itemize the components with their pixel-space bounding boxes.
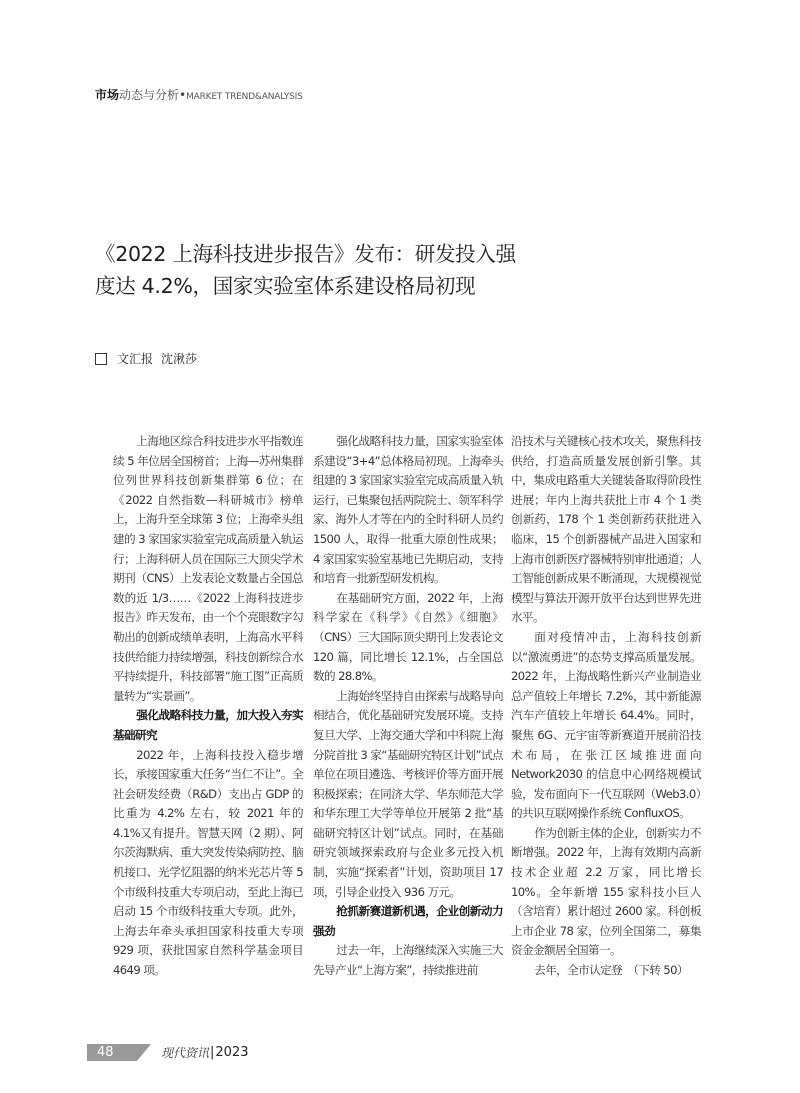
page-footer (87, 1044, 249, 1061)
paragraph: 上海地区综合科技进步水平指数连续 5 年位居全国榜首；上海—苏州集群位列世界科技创新集群第 6 位；在《2022 自然指数—科研城市》榜单上，上海升至全球第 3 位；上海牵头组建的 3 家国家实验室完成高质量入轨运行；上海科研人员在国际三大顶尖学术期刊（CNS）上发表论文数量占全国总数的近 1/3……《2022 上海科技进步报告》昨天发布，由一个个亮眼数字勾勒出的创新成绩单表明，上海高水平科技供给能力持续增强，科技创新综合水平持续提升，科技部署“施工图”正高质量转为“实景画”。 (113, 434, 303, 703)
article-column-2 (313, 432, 503, 981)
section-name-bold: 市场 (95, 88, 120, 102)
paragraph: 在基础研究方面，2022 年，上海科学家在《科学》《自然》《细胞》（CNS）三大国际顶尖期刊上发表论文 120 篇，同比增长 12.1%，占全国总数的 28.8%。 (313, 590, 503, 684)
subheading: 强化战略科技力量，加大投入夯实基础研究 (113, 708, 303, 742)
paragraph: 过去一年，上海继续深入实施三大先导产业“上海方案”，持续推进前 (313, 943, 503, 978)
article-column-1 (113, 432, 303, 981)
byline-author: 沈湫莎 (161, 352, 198, 366)
article-title: 《2022 上海科技进步报告》发布：研发投入强度达 4.2%，国家实验室体系建设格局初现 (95, 242, 516, 298)
section-tag (95, 86, 303, 103)
page-number: 48 (87, 1044, 137, 1061)
paragraph: 2022 年，上海科技投入稳步增长，承接国家重大任务“当仁不让”。全社会研发经费（R&D）支出占 GDP 的比重为 4.2% 左右，较 2021 年的 4.1%又有提升。智慧天网（2 期）、阿尔茨海默病、重大突发传染病防控、脑机接口、光学忆阻器的纳米光芯片等 5 个市级科技重大专项启动，至此上海已启动 15 个市级科技重大专项。此外，上海去年牵头承担国家科技重大专项 929 项，获批国家自然科学基金项目 4649 项。 (113, 747, 303, 978)
paragraph: 面对疫情冲击，上海科技创新以“激流勇进”的态势支撑高质量发展。2022 年，上海战略性新兴产业制造业总产值较上年增长 7.2%，其中新能源汽车产值较上年增长 64.4%。同时，聚焦 6G、元宇宙等新赛道开展前沿技术布局，在张江区域推进面向 Network2030 的信息中心网络规模试验，发布面向下一代互联网（Web3.0）的共识互联网操作系统 ConfluxOS。 (511, 629, 701, 821)
paragraph-continue-note: 去年，全市认定登 （下转 50） (534, 963, 688, 978)
article-column-3 (511, 432, 701, 981)
byline-source: 文汇报 (117, 352, 154, 366)
paragraph-continued: 沿技术与关键核心技术攻关，聚焦科技供给，打造高质量发展创新引擎。其中，集成电路重大关键装备取得阶段性进展；年内上海共获批上市 4 个 1 类创新药，178 个 1 类创新药获批进入临床，15 个创新器械产品进入国家和上海市创新医疗器械特别审批通道；人工智能创新成果不断涌现，大规模视觉模型与算法开源开放平台达到世界先进水平。 (511, 434, 701, 625)
magazine-name: 现代资讯 (161, 1046, 210, 1060)
footer-separator: | (210, 1045, 215, 1060)
paragraph: 强化战略科技力量，国家实验室体系建设“3+4”总体格局初现。上海牵头组建的 3 家国家实验室完成高质量入轨运行，已集聚包括两院院士、领军科学家、海外人才等在内的全时科研人员约 1500 人，取得一批重大原创性成果；4 家国家实验室基地已先期启动，支持和培育一批新型研发机构。 (313, 434, 503, 586)
issue-year: 2023 (215, 1045, 249, 1060)
subheading: 抢抓新赛道新机遇，企业创新动力强劲 (313, 904, 503, 938)
section-name: 动态与分析 (119, 88, 180, 102)
paragraph: 作为创新主体的企业，创新实力不断增强。2022 年，上海有效期内高新技术企业超 2.2 万家，同比增长 10%。全年新增 155 家科技小巨人（含培育）累计超过 2600 家。科创板上市企业 78 家，位列全国第二，募集资金金额居全国第一。 (511, 825, 701, 958)
byline (95, 350, 197, 367)
section-name-en: MARKET TREND&ANALYSIS (186, 92, 303, 102)
paragraph: 上海始终坚持自由探索与战略导向相结合，优化基础研究发展环境。支持复旦大学、上海交通大学和中科院上海分院首批 3 家“基础研究特区计划”试点单位在项目遴选、考核评价等方面开展积极探索；在同济大学、华东师范大学和华东理工大学等单位开展第 2 批“基础研究特区计划”试点。同时，在基础研究领域探索政府与企业多元投入机制，实施“探索者”计划，资助项目 17 项，引导企业投入 936 万元。 (313, 688, 503, 899)
section-dot: • (179, 88, 187, 102)
byline-box-icon (95, 353, 107, 365)
